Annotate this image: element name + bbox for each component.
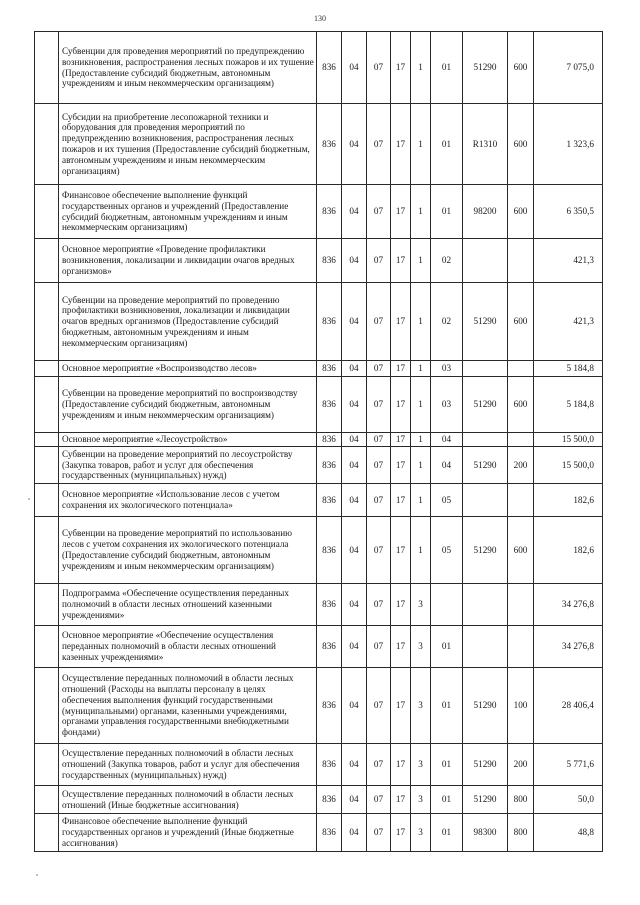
table-row xyxy=(35,361,603,377)
direction-code-cell: 51290 xyxy=(463,786,508,814)
table-row xyxy=(35,185,603,239)
item-name-cell: Основное мероприятие «Воспроизводство лесов» xyxy=(59,361,317,377)
direction-code-cell: 51290 xyxy=(463,668,508,744)
measure-code-cell: 01 xyxy=(431,786,463,814)
subsection-code-cell: 07 xyxy=(367,239,391,283)
subprogram-code-cell: 3 xyxy=(411,814,431,852)
measure-code-cell: 01 xyxy=(431,185,463,239)
subprogram-code-cell: 1 xyxy=(411,484,431,517)
row-index-cell xyxy=(35,626,59,668)
program-code-cell: 17 xyxy=(391,447,411,484)
direction-code-cell: 51290 xyxy=(463,377,508,433)
program-code-cell: 17 xyxy=(391,744,411,786)
subsection-code-cell: 07 xyxy=(367,744,391,786)
program-code-cell: 17 xyxy=(391,626,411,668)
table-row xyxy=(35,584,603,626)
ministry-code-cell: 836 xyxy=(317,584,342,626)
measure-code-cell xyxy=(431,584,463,626)
program-code-cell: 17 xyxy=(391,668,411,744)
expense-type-cell xyxy=(508,584,534,626)
expense-type-cell: 600 xyxy=(508,104,534,185)
measure-code-cell: 01 xyxy=(431,32,463,104)
row-index-cell xyxy=(35,433,59,447)
expense-type-cell: 600 xyxy=(508,377,534,433)
expense-type-cell: 600 xyxy=(508,517,534,584)
expense-type-cell: 800 xyxy=(508,814,534,852)
ministry-code-cell: 836 xyxy=(317,377,342,433)
direction-code-cell: 51290 xyxy=(463,32,508,104)
subprogram-code-cell: 3 xyxy=(411,584,431,626)
section-code-cell: 04 xyxy=(342,185,367,239)
amount-cell: 15 500,0 xyxy=(534,433,603,447)
scan-speck xyxy=(36,874,38,876)
row-index-cell xyxy=(35,185,59,239)
amount-cell: 34 276,8 xyxy=(534,584,603,626)
table-row xyxy=(35,283,603,361)
item-name-cell: Субвенции на проведение мероприятий по воспроизводству (Предоставление субсидий бюджетным, автономным учреждениям и иным некоммерческим организациям) xyxy=(59,377,317,433)
table-row xyxy=(35,517,603,584)
ministry-code-cell: 836 xyxy=(317,517,342,584)
section-code-cell: 04 xyxy=(342,32,367,104)
subprogram-code-cell: 1 xyxy=(411,283,431,361)
item-name-cell: Осуществление переданных полномочий в области лесных отношений (Расходы на выплаты персоналу в целях обеспечения выполнения функций государственными (муниципальными) органами, казенными учреждениями, органами управления государственными внебюджетными фондами) xyxy=(59,668,317,744)
item-name-cell: Финансовое обеспечение выполнение функций государственных органов и учреждений (Предоставление субсидий бюджетным, автономным учреждениям и иным некоммерческим организациям) xyxy=(59,185,317,239)
direction-code-cell xyxy=(463,361,508,377)
subsection-code-cell: 07 xyxy=(367,283,391,361)
program-code-cell: 17 xyxy=(391,814,411,852)
amount-cell: 7 075,0 xyxy=(534,32,603,104)
section-code-cell: 04 xyxy=(342,584,367,626)
amount-cell: 50,0 xyxy=(534,786,603,814)
program-code-cell: 17 xyxy=(391,484,411,517)
subprogram-code-cell: 1 xyxy=(411,517,431,584)
subsection-code-cell: 07 xyxy=(367,814,391,852)
direction-code-cell xyxy=(463,484,508,517)
ministry-code-cell: 836 xyxy=(317,185,342,239)
item-name-cell: Подпрограмма «Обеспечение осуществления переданных полномочий в области лесных отношений казенными учреждениями» xyxy=(59,584,317,626)
program-code-cell: 17 xyxy=(391,517,411,584)
budget-table xyxy=(34,31,603,852)
subsection-code-cell: 07 xyxy=(367,484,391,517)
subprogram-code-cell: 3 xyxy=(411,668,431,744)
item-name-cell: Осуществление переданных полномочий в области лесных отношений (Закупка товаров, работ и услуг для обеспечения государственных (муниципальных) нужд) xyxy=(59,744,317,786)
subprogram-code-cell: 1 xyxy=(411,32,431,104)
subsection-code-cell: 07 xyxy=(367,185,391,239)
amount-cell: 6 350,5 xyxy=(534,185,603,239)
subsection-code-cell: 07 xyxy=(367,361,391,377)
direction-code-cell: 51290 xyxy=(463,517,508,584)
direction-code-cell xyxy=(463,584,508,626)
measure-code-cell: 01 xyxy=(431,668,463,744)
subsection-code-cell: 07 xyxy=(367,377,391,433)
direction-code-cell: 98200 xyxy=(463,185,508,239)
amount-cell: 5 771,6 xyxy=(534,744,603,786)
subprogram-code-cell: 3 xyxy=(411,744,431,786)
section-code-cell: 04 xyxy=(342,668,367,744)
subprogram-code-cell: 3 xyxy=(411,786,431,814)
row-index-cell xyxy=(35,361,59,377)
direction-code-cell xyxy=(463,433,508,447)
subprogram-code-cell: 1 xyxy=(411,361,431,377)
direction-code-cell: 51290 xyxy=(463,447,508,484)
expense-type-cell: 600 xyxy=(508,283,534,361)
direction-code-cell: 51290 xyxy=(463,283,508,361)
item-name-cell: Субвенции для проведения мероприятий по предупреждению возникновения, распространения лесных пожаров и их тушение (Предоставление субсидий бюджетным, автономным учреждениям и иным некоммерческим организациям) xyxy=(59,32,317,104)
ministry-code-cell: 836 xyxy=(317,104,342,185)
table-row xyxy=(35,668,603,744)
row-index-cell xyxy=(35,283,59,361)
program-code-cell: 17 xyxy=(391,32,411,104)
amount-cell: 182,6 xyxy=(534,484,603,517)
row-index-cell xyxy=(35,744,59,786)
table-row xyxy=(35,377,603,433)
measure-code-cell: 01 xyxy=(431,814,463,852)
program-code-cell: 17 xyxy=(391,104,411,185)
program-code-cell: 17 xyxy=(391,377,411,433)
amount-cell: 5 184,8 xyxy=(534,377,603,433)
program-code-cell: 17 xyxy=(391,185,411,239)
measure-code-cell: 03 xyxy=(431,361,463,377)
section-code-cell: 04 xyxy=(342,283,367,361)
section-code-cell: 04 xyxy=(342,433,367,447)
item-name-cell: Осуществление переданных полномочий в области лесных отношений (Иные бюджетные ассигнования) xyxy=(59,786,317,814)
section-code-cell: 04 xyxy=(342,626,367,668)
subprogram-code-cell: 1 xyxy=(411,104,431,185)
subsection-code-cell: 07 xyxy=(367,786,391,814)
table-row xyxy=(35,239,603,283)
expense-type-cell xyxy=(508,626,534,668)
expense-type-cell: 200 xyxy=(508,744,534,786)
item-name-cell: Основное мероприятие «Проведение профилактики возникновения, локализации и ликвидации очагов вредных организмов» xyxy=(59,239,317,283)
expense-type-cell: 600 xyxy=(508,185,534,239)
program-code-cell: 17 xyxy=(391,239,411,283)
expense-type-cell: 800 xyxy=(508,786,534,814)
section-code-cell: 04 xyxy=(342,517,367,584)
ministry-code-cell: 836 xyxy=(317,361,342,377)
program-code-cell: 17 xyxy=(391,786,411,814)
table-row xyxy=(35,447,603,484)
amount-cell: 421,3 xyxy=(534,239,603,283)
measure-code-cell: 05 xyxy=(431,517,463,584)
direction-code-cell: 98300 xyxy=(463,814,508,852)
table-body xyxy=(35,32,603,852)
item-name-cell: Основное мероприятие «Лесоустройство» xyxy=(59,433,317,447)
ministry-code-cell: 836 xyxy=(317,668,342,744)
item-name-cell: Субвенции на проведение мероприятий по проведению профилактики возникновения, локализации и ликвидации очагов вредных организмов (Предоставление субсидий бюджетным, автономным учреждениям и иным некоммерческим организациям) xyxy=(59,283,317,361)
row-index-cell xyxy=(35,584,59,626)
ministry-code-cell: 836 xyxy=(317,447,342,484)
measure-code-cell: 03 xyxy=(431,377,463,433)
section-code-cell: 04 xyxy=(342,786,367,814)
expense-type-cell xyxy=(508,361,534,377)
ministry-code-cell: 836 xyxy=(317,484,342,517)
row-index-cell xyxy=(35,814,59,852)
page-number: 130 xyxy=(314,14,326,23)
section-code-cell: 04 xyxy=(342,814,367,852)
expense-type-cell xyxy=(508,484,534,517)
item-name-cell: Финансовое обеспечение выполнение функций государственных органов и учреждений (Иные бюджетные ассигнования) xyxy=(59,814,317,852)
row-index-cell xyxy=(35,447,59,484)
measure-code-cell: 01 xyxy=(431,626,463,668)
row-index-cell xyxy=(35,668,59,744)
section-code-cell: 04 xyxy=(342,377,367,433)
table-row xyxy=(35,744,603,786)
section-code-cell: 04 xyxy=(342,447,367,484)
subprogram-code-cell: 1 xyxy=(411,377,431,433)
amount-cell: 48,8 xyxy=(534,814,603,852)
table-row xyxy=(35,433,603,447)
item-name-cell: Основное мероприятие «Обеспечение осуществления переданных полномочий в области лесных отношений казенных учреждениями» xyxy=(59,626,317,668)
ministry-code-cell: 836 xyxy=(317,32,342,104)
subsection-code-cell: 07 xyxy=(367,517,391,584)
program-code-cell: 17 xyxy=(391,283,411,361)
expense-type-cell: 100 xyxy=(508,668,534,744)
row-index-cell xyxy=(35,786,59,814)
table-row xyxy=(35,814,603,852)
table-row xyxy=(35,484,603,517)
measure-code-cell: 02 xyxy=(431,239,463,283)
measure-code-cell: 05 xyxy=(431,484,463,517)
subsection-code-cell: 07 xyxy=(367,433,391,447)
ministry-code-cell: 836 xyxy=(317,626,342,668)
subsection-code-cell: 07 xyxy=(367,626,391,668)
expense-type-cell: 600 xyxy=(508,32,534,104)
scan-speck xyxy=(28,498,30,500)
subprogram-code-cell: 1 xyxy=(411,433,431,447)
expense-type-cell: 200 xyxy=(508,447,534,484)
section-code-cell: 04 xyxy=(342,361,367,377)
program-code-cell: 17 xyxy=(391,433,411,447)
direction-code-cell xyxy=(463,626,508,668)
item-name-cell: Субвенции на проведение мероприятий по использованию лесов с учетом сохранения их экологического потенциала (Предоставление субсидий бюджетным, автономным учреждениям и иным некоммерческим организациям) xyxy=(59,517,317,584)
subsection-code-cell: 07 xyxy=(367,584,391,626)
row-index-cell xyxy=(35,517,59,584)
program-code-cell: 17 xyxy=(391,361,411,377)
measure-code-cell: 02 xyxy=(431,283,463,361)
ministry-code-cell: 836 xyxy=(317,239,342,283)
amount-cell: 421,3 xyxy=(534,283,603,361)
table-row xyxy=(35,104,603,185)
amount-cell: 28 406,4 xyxy=(534,668,603,744)
measure-code-cell: 04 xyxy=(431,447,463,484)
section-code-cell: 04 xyxy=(342,484,367,517)
table-row xyxy=(35,786,603,814)
table-row xyxy=(35,32,603,104)
subsection-code-cell: 07 xyxy=(367,447,391,484)
section-code-cell: 04 xyxy=(342,104,367,185)
row-index-cell xyxy=(35,377,59,433)
program-code-cell: 17 xyxy=(391,584,411,626)
section-code-cell: 04 xyxy=(342,239,367,283)
subsection-code-cell: 07 xyxy=(367,104,391,185)
subprogram-code-cell: 1 xyxy=(411,239,431,283)
section-code-cell: 04 xyxy=(342,744,367,786)
item-name-cell: Субсидии на приобретение лесопожарной техники и оборудования для проведения мероприятий по предупреждению возникновения, распространения лесных пожаров и их тушения (Предоставление субсидий бюджетным, автономным учреждениям и иным некоммерческим организациям) xyxy=(59,104,317,185)
table-row xyxy=(35,626,603,668)
subprogram-code-cell: 1 xyxy=(411,447,431,484)
subprogram-code-cell: 3 xyxy=(411,626,431,668)
row-index-cell xyxy=(35,104,59,185)
direction-code-cell: R1310 xyxy=(463,104,508,185)
ministry-code-cell: 836 xyxy=(317,433,342,447)
amount-cell: 5 184,8 xyxy=(534,361,603,377)
row-index-cell xyxy=(35,239,59,283)
direction-code-cell xyxy=(463,239,508,283)
measure-code-cell: 01 xyxy=(431,104,463,185)
subprogram-code-cell: 1 xyxy=(411,185,431,239)
ministry-code-cell: 836 xyxy=(317,814,342,852)
amount-cell: 34 276,8 xyxy=(534,626,603,668)
measure-code-cell: 01 xyxy=(431,744,463,786)
amount-cell: 1 323,6 xyxy=(534,104,603,185)
expense-type-cell xyxy=(508,433,534,447)
item-name-cell: Основное мероприятие «Использование лесов с учетом сохранения их экологического потенциала» xyxy=(59,484,317,517)
ministry-code-cell: 836 xyxy=(317,283,342,361)
amount-cell: 15 500,0 xyxy=(534,447,603,484)
item-name-cell: Субвенции на проведение мероприятий по лесоустройству (Закупка товаров, работ и услуг для обеспечения государственных (муниципальных) нужд) xyxy=(59,447,317,484)
ministry-code-cell: 836 xyxy=(317,786,342,814)
measure-code-cell: 04 xyxy=(431,433,463,447)
direction-code-cell: 51290 xyxy=(463,744,508,786)
amount-cell: 182,6 xyxy=(534,517,603,584)
ministry-code-cell: 836 xyxy=(317,744,342,786)
subsection-code-cell: 07 xyxy=(367,668,391,744)
expense-type-cell xyxy=(508,239,534,283)
row-index-cell xyxy=(35,32,59,104)
subsection-code-cell: 07 xyxy=(367,32,391,104)
row-index-cell xyxy=(35,484,59,517)
